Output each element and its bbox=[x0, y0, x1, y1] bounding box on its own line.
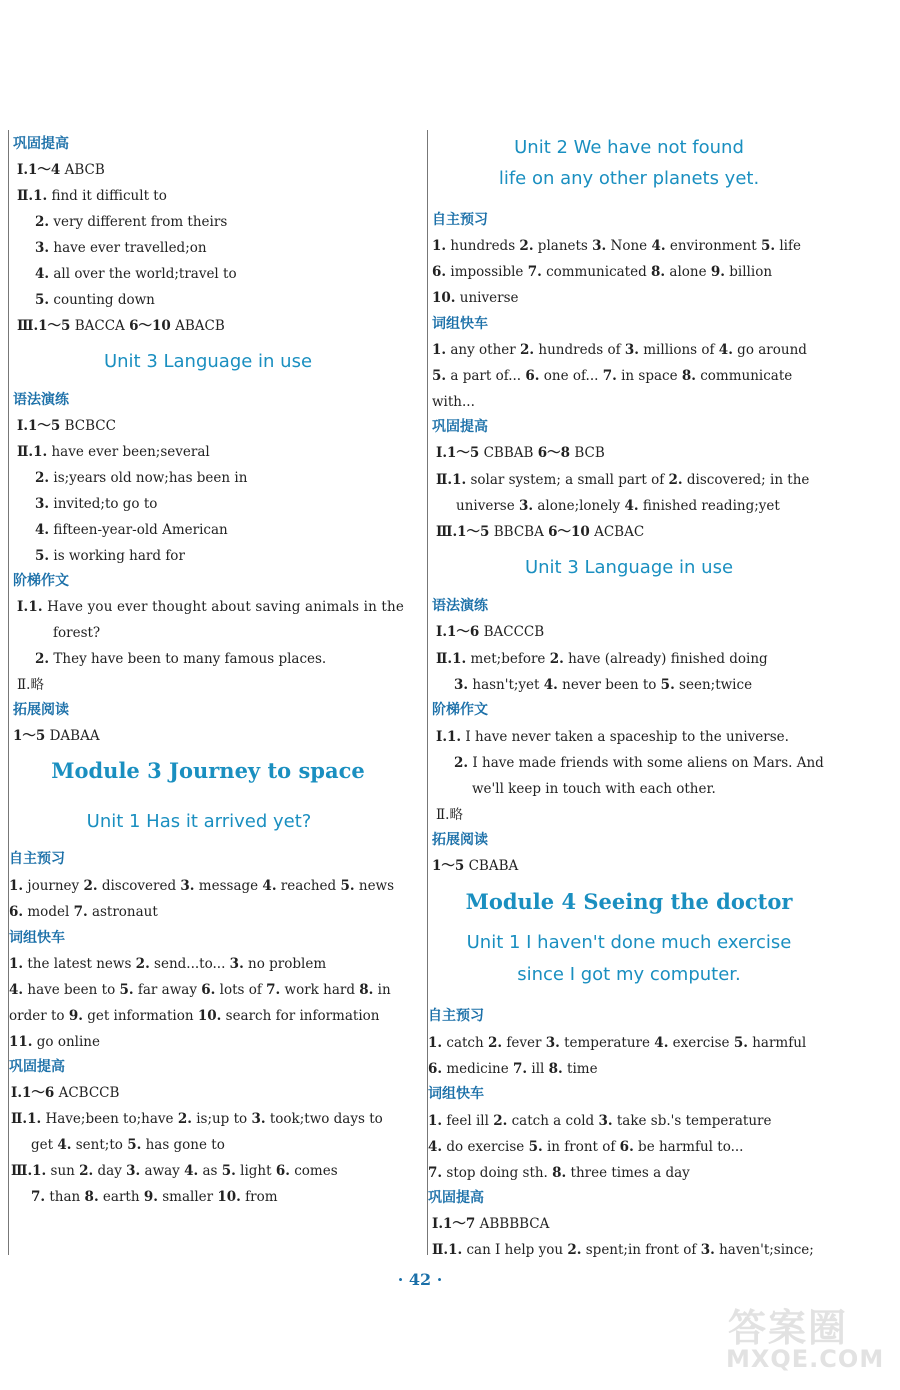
answer-line: Ⅲ.1～5 BBCBA 6～10 ACBAC bbox=[436, 524, 645, 540]
watermark-url: MXQE.COM bbox=[726, 1345, 885, 1373]
unit-title: Unit 2 We have not found bbox=[514, 137, 744, 158]
section-heading: 阶梯作文 bbox=[13, 573, 69, 589]
answer-line: Ⅱ.1. Have;been to;have 2. is;up to 3. took;two days to bbox=[11, 1111, 383, 1127]
answer-line: 3. hasn't;yet 4. never been to 5. seen;twice bbox=[454, 677, 753, 693]
answer-line: Ⅱ.略 bbox=[17, 677, 44, 693]
answer-line: Ⅱ.略 bbox=[436, 807, 463, 823]
right-column bbox=[427, 130, 839, 1258]
answer-line: 1～5 CBABA bbox=[432, 858, 519, 874]
section-heading: 巩固提高 bbox=[432, 419, 488, 435]
answer-line: 4. do exercise 5. in front of 6. be harmful to... bbox=[428, 1139, 744, 1155]
answer-line: 1. journey 2. discovered 3. message 4. reached 5. news bbox=[9, 878, 395, 894]
section-heading: 拓展阅读 bbox=[432, 832, 488, 848]
unit-title: life on any other planets yet. bbox=[498, 168, 760, 189]
section-heading: 巩固提高 bbox=[13, 136, 69, 152]
section-heading: 语法演练 bbox=[432, 598, 488, 614]
answer-line: 6. impossible 7. communicated 8. alone 9. billion bbox=[432, 264, 773, 280]
answer-line: Ⅱ.1. met;before 2. have (already) finished doing bbox=[436, 651, 768, 667]
answer-line: order to 9. get information 10. search for information bbox=[9, 1008, 380, 1024]
unit-title: Unit 3 Language in use bbox=[524, 557, 734, 578]
answer-line: Ⅰ.1～4 ABCB bbox=[17, 162, 105, 178]
answer-line: 4. all over the world;travel to bbox=[35, 266, 237, 282]
answer-line: 10. universe bbox=[432, 290, 519, 306]
answer-line: 5. is working hard for bbox=[35, 548, 185, 564]
unit-title: Unit 1 Has it arrived yet? bbox=[86, 811, 312, 832]
unit-title: since I got my computer. bbox=[517, 964, 741, 985]
answer-line: Ⅰ.1～6 ACBCCB bbox=[11, 1085, 120, 1101]
answer-line: Ⅰ.1～5 BCBCC bbox=[17, 418, 116, 434]
page-number: · 42 · bbox=[397, 1270, 443, 1289]
answer-line: 2. I have made friends with some aliens on Mars. And bbox=[454, 755, 824, 771]
answer-line: 6. model 7. astronaut bbox=[9, 904, 158, 920]
answer-line: 7. than 8. earth 9. smaller 10. from bbox=[31, 1189, 278, 1205]
answer-line: Ⅱ.1. find it difficult to bbox=[17, 188, 167, 204]
module-title: Module 3 Journey to space bbox=[51, 758, 365, 783]
section-heading: 巩固提高 bbox=[428, 1190, 484, 1206]
answer-line: Ⅰ.1. Have you ever thought about saving animals in the bbox=[17, 599, 404, 615]
section-heading: 自主预习 bbox=[9, 851, 65, 867]
section-heading: 词组快车 bbox=[432, 316, 488, 332]
section-heading: 巩固提高 bbox=[9, 1059, 65, 1075]
answer-line: Ⅰ.1～6 BACCCB bbox=[436, 624, 545, 640]
answer-line: Ⅱ.1. can I help you 2. spent;in front of 3. haven't;since; bbox=[432, 1242, 814, 1258]
answer-line: get 4. sent;to 5. has gone to bbox=[31, 1137, 225, 1153]
answer-line: 11. go online bbox=[9, 1034, 100, 1050]
section-heading: 自主预习 bbox=[432, 212, 488, 228]
answer-line: 2. very different from theirs bbox=[35, 214, 228, 230]
section-heading: 阶梯作文 bbox=[432, 702, 488, 718]
answer-line: 2. is;years old now;has been in bbox=[35, 470, 248, 486]
answer-line: Ⅰ.1～7 ABBBBCA bbox=[432, 1216, 550, 1232]
left-column bbox=[8, 130, 416, 1255]
answer-line: 3. invited;to go to bbox=[35, 496, 158, 512]
unit-title: Unit 3 Language in use bbox=[103, 351, 313, 372]
answer-line: Ⅱ.1. solar system; a small part of 2. discovered; in the bbox=[436, 472, 810, 488]
answer-line: 1. feel ill 2. catch a cold 3. take sb.'s temperature bbox=[428, 1113, 772, 1129]
answer-line: universe 3. alone;lonely 4. finished reading;yet bbox=[456, 498, 780, 514]
answer-line: with... bbox=[432, 394, 475, 410]
answer-line: 2. They have been to many famous places. bbox=[35, 651, 327, 667]
section-heading: 词组快车 bbox=[428, 1086, 484, 1102]
answer-line: 1. catch 2. fever 3. temperature 4. exercise 5. harmful bbox=[428, 1035, 807, 1051]
answer-line: 5. counting down bbox=[35, 292, 155, 308]
unit-title: Unit 1 I haven't done much exercise bbox=[466, 932, 792, 953]
answer-line: forest? bbox=[53, 625, 101, 641]
section-heading: 词组快车 bbox=[9, 930, 65, 946]
answer-line: 4. fifteen-year-old American bbox=[35, 522, 228, 538]
answer-line: 4. have been to 5. far away 6. lots of 7. work hard 8. in bbox=[9, 982, 391, 998]
section-heading: 语法演练 bbox=[13, 392, 69, 408]
answer-line: 1. hundreds 2. planets 3. None 4. environment 5. life bbox=[432, 238, 801, 254]
answer-line: Ⅲ.1. sun 2. day 3. away 4. as 5. light 6. comes bbox=[11, 1163, 338, 1179]
answer-line: 1. any other 2. hundreds of 3. millions of 4. go around bbox=[432, 342, 807, 358]
answer-line: 5. a part of... 6. one of... 7. in space 8. communicate bbox=[432, 368, 793, 384]
answer-line: we'll keep in touch with each other. bbox=[472, 781, 716, 797]
watermark-logo bbox=[722, 1295, 892, 1385]
answer-line: 1～5 DABAA bbox=[13, 728, 100, 744]
section-heading: 拓展阅读 bbox=[13, 702, 69, 718]
section-heading: 自主预习 bbox=[428, 1008, 484, 1024]
answer-line: Ⅰ.1. I have never taken a spaceship to the universe. bbox=[436, 729, 789, 745]
answer-line: 7. stop doing sth. 8. three times a day bbox=[428, 1165, 690, 1181]
answer-line: 6. medicine 7. ill 8. time bbox=[428, 1061, 598, 1077]
module-title: Module 4 Seeing the doctor bbox=[465, 889, 793, 914]
answer-line: Ⅱ.1. have ever been;several bbox=[17, 444, 210, 460]
answer-line: Ⅰ.1～5 CBBAB 6～8 BCB bbox=[436, 445, 605, 461]
watermark-text: 答案圈 bbox=[728, 1306, 849, 1350]
answer-line: Ⅲ.1～5 BACCA 6～10 ABACB bbox=[17, 318, 225, 334]
answer-line: 3. have ever travelled;on bbox=[35, 240, 207, 256]
answer-line: 1. the latest news 2. send...to... 3. no problem bbox=[9, 956, 327, 972]
